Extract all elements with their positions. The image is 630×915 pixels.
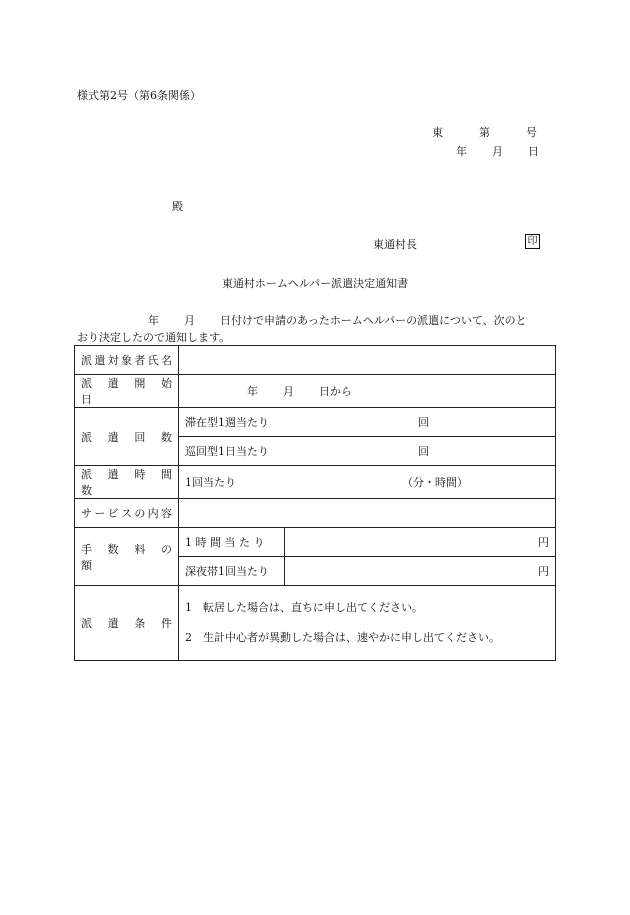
issuer-name: 東通村長 [373, 238, 417, 251]
name-value [179, 346, 556, 375]
ref-year: 年 [456, 145, 467, 158]
hours-label: 派 遣 時 間 数 [75, 466, 179, 499]
reference-date [456, 143, 539, 159]
count-unit: 回 [418, 416, 429, 429]
ref-dai: 第 [479, 126, 490, 139]
form-number: 様式第2号（第6条関係） [77, 89, 201, 102]
fee-desc-night: 深夜帯1回当たり [179, 557, 285, 586]
decision-table [74, 345, 556, 661]
condition-item: 2 生計中心者が異動した場合は、速やかに申し出てください。 [185, 631, 500, 644]
hours-desc: 1回当たり [185, 476, 236, 489]
count-row-stay [179, 408, 556, 437]
start-month: 月 [283, 385, 294, 398]
table-row [75, 375, 556, 408]
ref-month: 月 [492, 145, 503, 158]
reference-number [432, 124, 537, 140]
table-row [75, 586, 556, 661]
document-title: 東通村ホームヘルパー派遣決定通知書 [221, 277, 409, 290]
fee-desc-hourly: 1 時 間 当 た り [179, 528, 285, 557]
condition-item: 1 転居した場合は、直ちに申し出てください。 [185, 601, 423, 614]
intro-line-1 [148, 312, 527, 328]
conditions-list [179, 586, 556, 661]
count-row-patrol [179, 437, 556, 466]
intro-year: 年 [148, 314, 159, 327]
conditions-label: 派 遣 条 件 [75, 586, 179, 661]
service-label: サービスの内容 [75, 499, 179, 528]
count-unit: 回 [418, 445, 429, 458]
hours-value [179, 466, 556, 499]
table-row [75, 528, 556, 557]
service-value [179, 499, 556, 528]
ref-go: 号 [526, 126, 537, 139]
table-row [75, 499, 556, 528]
intro-line-2: おり決定したので通知します。 [77, 331, 231, 344]
hours-unit: （分・時間） [402, 476, 468, 489]
table-row [75, 346, 556, 375]
intro-line1-rest: 日付けで申請のあったホームヘルパーの派遣について、次のと [220, 314, 527, 327]
fee-label: 手 数 料 の 額 [75, 528, 179, 586]
intro-month: 月 [184, 314, 195, 327]
count-desc: 滞在型1週当たり [185, 416, 269, 429]
start-date-value [179, 375, 556, 408]
ref-prefix: 東 [432, 126, 443, 139]
ref-day: 日 [528, 145, 539, 158]
table-row [75, 408, 556, 437]
fee-unit-hourly: 円 [285, 528, 556, 557]
start-year: 年 [247, 385, 258, 398]
fee-unit-night: 円 [285, 557, 556, 586]
start-day: 日から [319, 385, 352, 398]
name-label: 派遣対象者氏名 [75, 346, 179, 375]
addressee: 殿 [172, 200, 183, 213]
seal-box: 印 [525, 234, 540, 249]
start-date-label: 派 遣 開 始 日 [75, 375, 179, 408]
count-desc: 巡回型1日当たり [185, 445, 269, 458]
table-row [75, 466, 556, 499]
count-label: 派 遣 回 数 [75, 408, 179, 466]
